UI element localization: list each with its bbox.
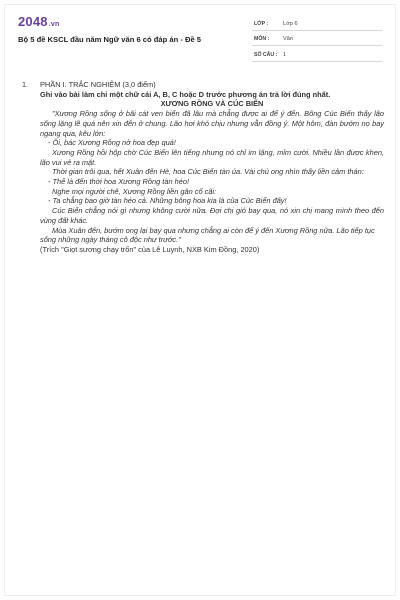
story-paragraph: - Thế là đến thời hoa Xương Rồng tàn héo!	[48, 177, 189, 187]
meta-value: Lớp 6	[283, 20, 298, 27]
question-number: 1.	[22, 80, 28, 89]
meta-key: LỚP :	[254, 20, 269, 27]
story-paragraph: - Ôi, bác Xương Rồng nở hoa đẹp quá!	[48, 138, 176, 148]
question-instruction: Ghi vào bài làm chỉ một chữ cái A, B, C hoặc D trước phương án trả lời đúng nhất.	[40, 89, 331, 99]
story-source: (Trích "Giọt sương chạy trốn" của Lê Luynh, NXB Kim Đồng, 2020)	[40, 244, 260, 254]
story-paragraph: - Ta chẳng bao giờ tàn héo cả. Những bông hoa kia là của Cúc Biển đấy!	[48, 196, 287, 206]
logo-tld: .vn	[48, 21, 60, 28]
meta-value: Văn	[283, 36, 293, 42]
story-paragraphs	[40, 109, 384, 245]
document-title: Bộ 5 đề KSCL đầu năm Ngữ văn 6 có đáp án - Đề 5	[18, 35, 202, 44]
meta-row-subject	[252, 31, 382, 47]
meta-row-class	[252, 15, 382, 31]
story-paragraph: Xương Rồng hồi hộp chờ Cúc Biển lên tiếng nhưng nó chỉ im lặng, mỉm cười. Nhiều lần được khen, lão vui vẻ ra mặt.	[40, 147, 384, 167]
meta-info-box	[252, 15, 382, 62]
story-paragraph: Thời gian trôi qua, hết Xuân đến Hè, hoa Cúc Biển tàn úa. Vài chú ong nhìn thấy liền cảm thán:	[52, 167, 364, 177]
story-paragraph: Nghe mọi người chê, Xương Rồng liền gân cổ cãi:	[52, 186, 217, 196]
document-header	[0, 0, 400, 70]
logo-main: 2048	[18, 14, 48, 29]
story-paragraph: "Xương Rồng sống ở bãi cát ven biển đã lâu mà chẳng được ai để ý đến. Bông Cúc Biển thấy lão sống lặng lẽ quá nên xin đến ở chung. Lão hơi khó chịu nhưng vẫn đồng ý. Một hôm, đàn bướm nọ bay ngang qua, kêu lớn:	[40, 109, 384, 138]
section-title: PHẦN I. TRẮC NGHIỆM (3,0 điểm)	[40, 80, 156, 89]
story-title: XƯƠNG RỒNG VÀ CÚC BIỂN	[160, 99, 264, 109]
story-paragraph: Mùa Xuân đến, bướm ong lại bay qua nhưng chẳng ai còn để ý đến Xương Rồng nữa. Lão tiếp tục sống những ngày tháng cô độc như trước."	[40, 225, 375, 245]
site-logo[interactable]	[18, 14, 59, 29]
question-body	[40, 80, 384, 255]
meta-value: 1	[283, 51, 287, 58]
meta-row-question-count	[252, 46, 382, 62]
story-paragraph: Cúc Biển chẳng nói gì nhưng không cười nữa. Đợi chị gió bay qua, nó xin chị mang mình theo đến vùng đất khác.	[40, 206, 384, 225]
meta-key: MÔN :	[254, 36, 270, 42]
meta-key: SỐ CÂU :	[254, 51, 278, 58]
